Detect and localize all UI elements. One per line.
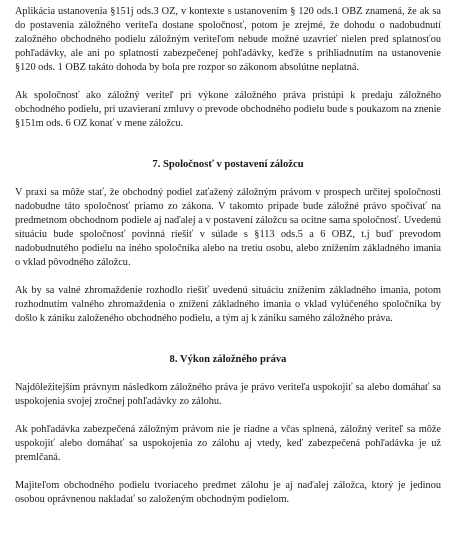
- section-7-paragraph-2: Ak by sa valné zhromaždenie rozhodlo riešiť uvedenú situáciu znížením základného imania, potom rozhodnutím valného zhromaždenia o znížení základného imania o vklad vylúčeného spoločníka by došlo k zániku založeného obchodného podielu, a tým aj k zániku samého záložného práva.: [15, 285, 441, 324]
- section-spacer: [15, 326, 441, 353]
- paragraph-spacer: [15, 270, 441, 284]
- intro-paragraph-2: Ak spoločnosť ako záložný veriteľ pri výkone záložného práva pristúpi k predaju záložného obchodného podielu, pri uzavieraní zmluvy o prevode obchodného podielu bude s poukazom na znenie §151m ods. 6 OZ konať v mene záložcu.: [15, 90, 441, 129]
- paragraph-spacer: [15, 367, 441, 381]
- section-8-paragraph-1: Najdôležitejším právnym následkom záložného práva je právo veriteľa uspokojiť sa alebo domáhať sa uspokojenia svojej zročnej pohľadávky zo zálohu.: [15, 382, 441, 407]
- section-7-heading: 7. Spoločnosť v postavení záložcu: [152, 159, 304, 170]
- section-8-paragraph-3: Majiteľom obchodného podielu tvoriaceho predmet zálohu je aj naďalej záložca, ktorý je jedinou osobou oprávnenou nakladať so založeným obchodným podielom.: [15, 480, 441, 505]
- paragraph-spacer: [15, 465, 441, 479]
- paragraph-spacer: [15, 172, 441, 186]
- section-8-heading: 8. Výkon záložného práva: [169, 354, 287, 365]
- section-spacer: [15, 131, 441, 158]
- paragraph-spacer: [15, 409, 441, 423]
- intro-paragraph-1: Aplikácia ustanovenia §151j ods.3 OZ, v kontexte s ustanovením § 120 ods.1 OBZ znamená, že ak sa do postavenia záložného veriteľa dostane spoločnosť, potom je zrejmé, že dohodu o nadobudnutí založného obchodného podielu záložným veriteľom nebude možné uzavrieť nielen pred splatnosťou pohľadávky, ale ani po splatnosti zabezpečenej pohľadávky, keďže s prihliadnutím na ustanovenie §120 ods. 1 OBZ takáto dohoda by bola pre rozpor so zákonom absolútne neplatná.: [15, 6, 441, 73]
- section-8-paragraph-2: Ak pohľadávka zabezpečená záložným právom nie je riadne a včas splnená, záložný veriteľ sa môže uspokojiť alebo domáhať sa uspokojenia zo zálohu aj vtedy, keď zabezpečená pohľadávka je už premlčaná.: [15, 424, 441, 463]
- paragraph-spacer: [15, 75, 441, 89]
- section-7-paragraph-1: V praxi sa môže stať, že obchodný podiel zaťažený záložným právom v prospech určitej spoločnosti nadobudne táto spoločnosť priamo zo zákona. V takomto prípade bude záložné právo spočívať na predmetnom obchodnom podiele aj naďalej a v postavení záložcu sa ocitne sama spoločnosť. Uvedenú situáciu bude spoločnosť povinná riešiť v súlade s §113 ods.5 a 6 OBZ, t.j buď prevodom nadobudnutého podielu na iného spoločníka alebo na tretiu osobu, alebo znížením základného imania o vklad pôvodného záložcu.: [15, 187, 441, 268]
